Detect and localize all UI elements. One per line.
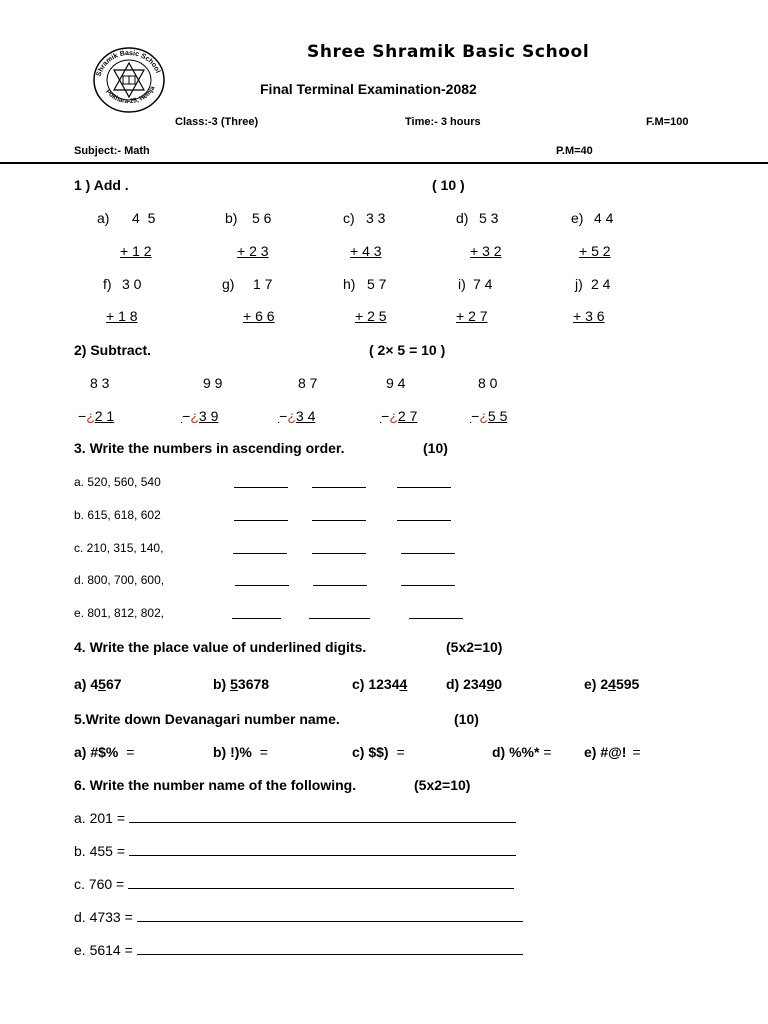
q2-a-top: 8 3 xyxy=(90,375,110,391)
q1-j-bottom: + 3 6 xyxy=(573,308,605,324)
q4-a: a) 4567 xyxy=(74,676,122,692)
school-name: Shree Shramik Basic School xyxy=(307,42,590,62)
q1-e-top: 4 4 xyxy=(594,210,614,226)
q1-e-bottom: + 5 2 xyxy=(579,243,611,259)
q6-d: d. 4733 = xyxy=(74,909,523,925)
q1-f-top: 3 0 xyxy=(122,276,142,292)
q1-f-bottom: + 1 8 xyxy=(106,308,138,324)
q1-j-top: 2 4 xyxy=(591,276,611,292)
q5-e: e) #@! = xyxy=(584,744,641,760)
q1-h-bottom: + 2 5 xyxy=(355,308,387,324)
q4-title: 4. Write the place value of underlined digits. xyxy=(74,639,367,655)
class-label: Class:-3 (Three) xyxy=(175,116,259,128)
q5-c: c) $$) = xyxy=(352,744,405,760)
q4-marks: (5x2=10) xyxy=(446,639,503,655)
q1-i-bottom: + 2 7 xyxy=(456,308,488,324)
q6-e: e. 5614 = xyxy=(74,942,523,958)
q3-d: d. 800, 700, 600, xyxy=(74,573,165,587)
q3-e-blanks xyxy=(232,606,463,624)
q5-a: a) #$% = xyxy=(74,744,135,760)
q1-j-label: j) xyxy=(575,276,583,292)
q1-b-bottom: + 2 3 xyxy=(237,243,269,259)
q6-a: a. 201 = xyxy=(74,810,516,826)
pass-marks: P.M=40 xyxy=(556,145,593,157)
q2-d-bottom: −¿2 7 xyxy=(381,408,418,424)
q3-e: e. 801, 812, 802, xyxy=(74,606,165,620)
q2-b-bottom: −¿3 9 xyxy=(182,408,219,424)
q3-d-blanks xyxy=(235,573,455,591)
q3-b-blanks xyxy=(234,508,451,526)
q4-d: d) 23490 xyxy=(446,676,503,692)
q5-b: b) !)% = xyxy=(213,744,268,760)
q3-title: 3. Write the numbers in ascending order. xyxy=(74,440,345,456)
q1-g-bottom: + 6 6 xyxy=(243,308,275,324)
q2-title: 2) Subtract. xyxy=(74,342,152,358)
q1-a-label: a) xyxy=(97,210,110,226)
svg-text:Shramik Basic School: Shramik Basic School xyxy=(95,49,162,78)
q1-d-top: 5 3 xyxy=(479,210,499,226)
subject-label: Subject:- Math xyxy=(74,145,150,157)
q1-marks: ( 10 ) xyxy=(432,177,465,193)
q2-marks: ( 2× 5 = 10 ) xyxy=(369,342,446,358)
full-marks: F.M=100 xyxy=(646,116,689,128)
q1-g-top: 1 7 xyxy=(253,276,273,292)
q1-c-bottom: + 4 3 xyxy=(350,243,382,259)
q6-title: 6. Write the number name of the following. xyxy=(74,777,357,793)
q1-a-top: 4 5 xyxy=(132,210,156,226)
q4-e: e) 24595 xyxy=(584,676,640,692)
q5-title: 5.Write down Devanagari number name. xyxy=(74,711,340,727)
q2-e-bottom: −¿5 5 xyxy=(471,408,508,424)
q1-a-bottom: + 1 2 xyxy=(120,243,152,259)
q3-c: c. 210, 315, 140, xyxy=(74,541,164,555)
q1-b-top: 5 6 xyxy=(252,210,272,226)
q2-c-bottom: −¿3 4 xyxy=(279,408,316,424)
q4-b: b) 53678 xyxy=(213,676,270,692)
q6-c: c. 760 = xyxy=(74,876,514,892)
q1-c-top: 3 3 xyxy=(366,210,386,226)
q3-marks: (10) xyxy=(423,440,448,456)
q3-a-blanks xyxy=(234,475,451,493)
svg-text:Pokhara-25, Hemja: Pokhara-25, Hemja xyxy=(104,85,157,106)
q1-d-label: d) xyxy=(456,210,469,226)
q2-d-top: 9 4 xyxy=(386,375,406,391)
q2-e-top: 8 0 xyxy=(478,375,498,391)
q1-h-label: h) xyxy=(343,276,356,292)
time-label: Time:- 3 hours xyxy=(405,116,481,128)
q1-d-bottom: + 3 2 xyxy=(470,243,502,259)
q2-c-top: 8 7 xyxy=(298,375,318,391)
exam-title: Final Terminal Examination-2082 xyxy=(260,81,477,97)
q3-c-blanks xyxy=(233,541,455,559)
q1-e-label: e) xyxy=(571,210,584,226)
q3-a: a. 520, 560, 540 xyxy=(74,475,161,489)
q2-b-top: 9 9 xyxy=(203,375,223,391)
q6-b: b. 455 = xyxy=(74,843,516,859)
q1-c-label: c) xyxy=(343,210,355,226)
q1-title: 1 ) Add . xyxy=(74,177,129,193)
q5-marks: (10) xyxy=(454,711,479,727)
q1-i-top: 7 4 xyxy=(473,276,493,292)
q1-h-top: 5 7 xyxy=(367,276,387,292)
q4-c: c) 12344 xyxy=(352,676,408,692)
q1-f-label: f) xyxy=(103,276,112,292)
school-logo xyxy=(92,46,166,114)
q1-g-label: g) xyxy=(222,276,235,292)
q2-a-bottom: −¿2 1 xyxy=(78,408,115,424)
q5-d: d) %%* = xyxy=(492,744,552,760)
q1-b-label: b) xyxy=(225,210,238,226)
q3-b: b. 615, 618, 602 xyxy=(74,508,161,522)
q1-i-label: i) xyxy=(458,276,466,292)
header-divider xyxy=(0,162,768,164)
q6-marks: (5x2=10) xyxy=(414,777,471,793)
